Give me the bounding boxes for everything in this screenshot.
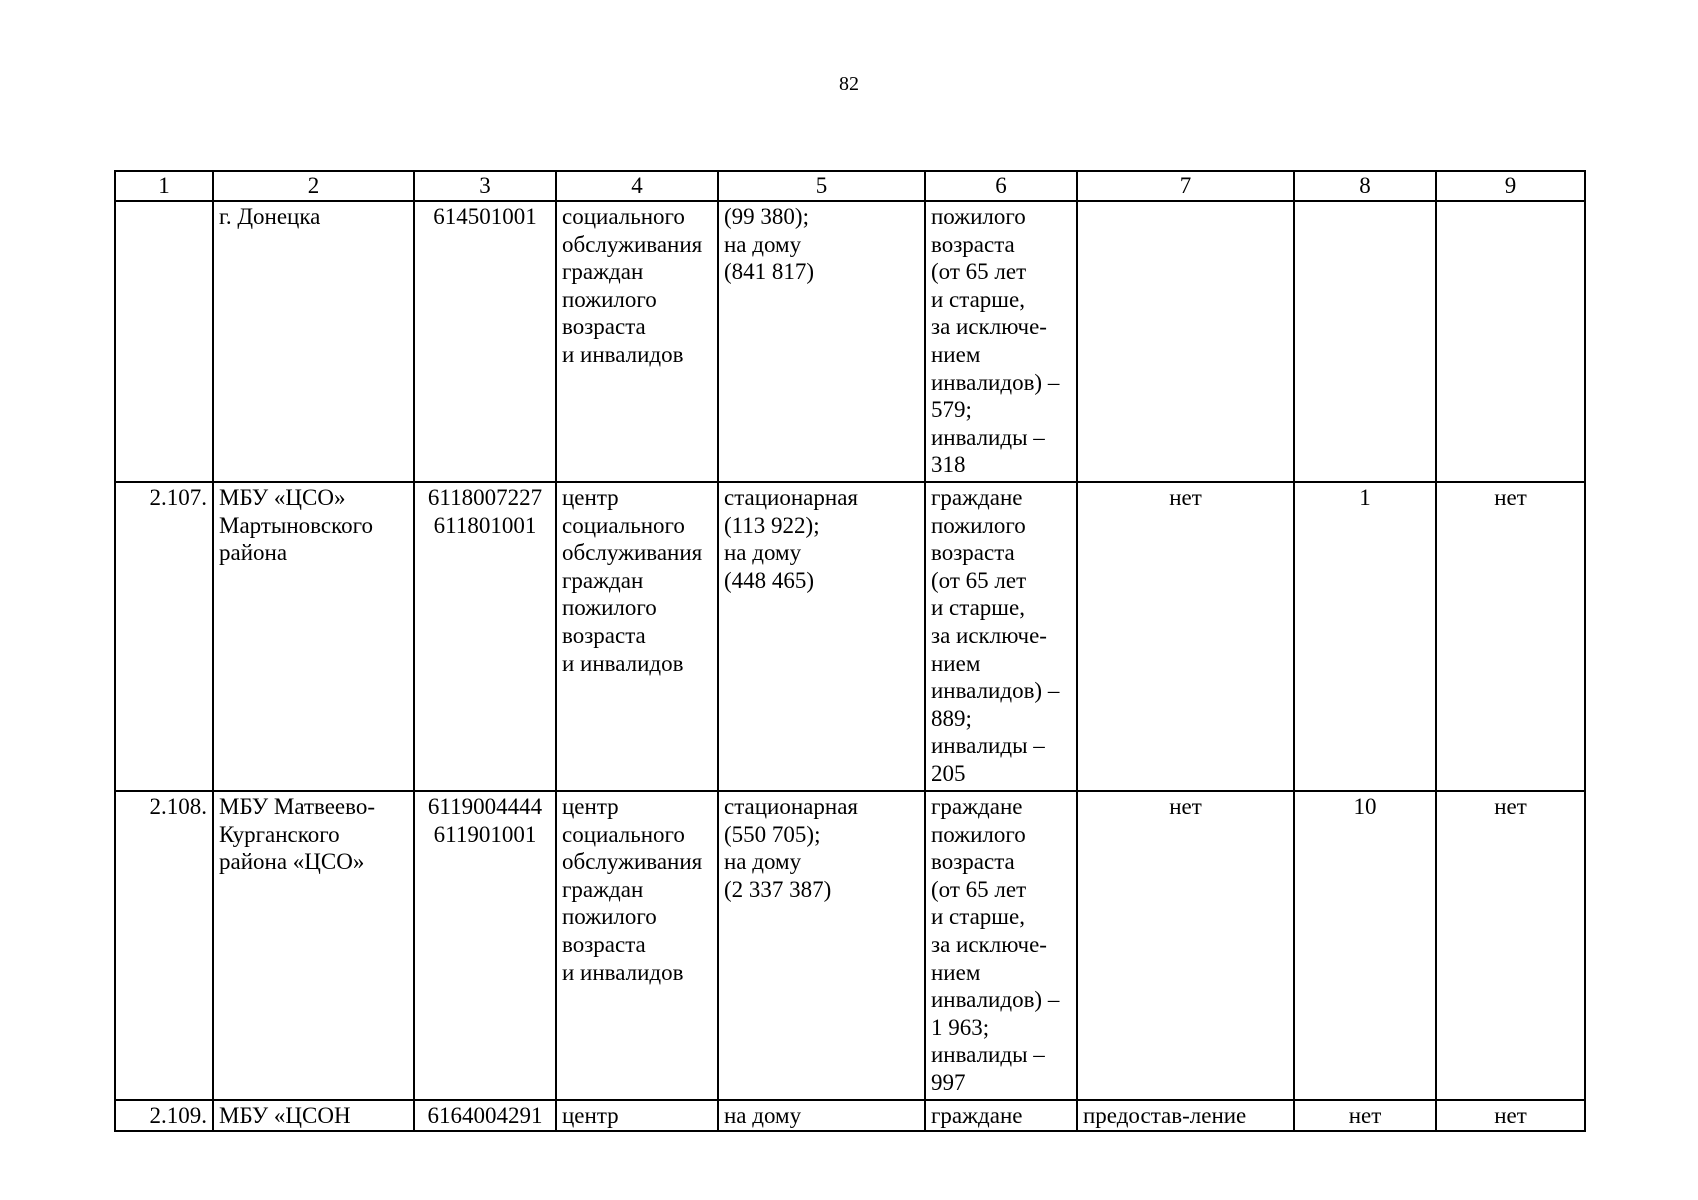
cell-text-line: граждан: [562, 567, 644, 593]
cell-text-line: нием: [931, 341, 981, 367]
cell-text-line: района «ЦСО»: [219, 849, 365, 875]
cell-text-line: граждане: [931, 1103, 1023, 1128]
cell-text-line: стационарная: [724, 794, 858, 819]
cell-text-line: инвалидов) –: [931, 678, 1060, 704]
cell-text-line: стационарная: [724, 485, 858, 510]
service-form-cell: [718, 482, 925, 791]
table-row: [115, 791, 1585, 1100]
inn-kpp-cell: [414, 482, 556, 791]
cell-text-line: 6118007227: [427, 485, 543, 510]
cell-text-line: и старше,: [931, 286, 1025, 312]
inn-kpp-cell: [414, 791, 556, 1100]
cell-text-line: 6164004291: [427, 1103, 543, 1128]
cell-text-line: района: [219, 540, 288, 566]
cell-text-line: и старше,: [931, 595, 1025, 621]
cell-text-line: МБУ «ЦСОН: [219, 1103, 351, 1128]
column-header: 8: [1294, 171, 1436, 201]
cell-text-line: 997: [931, 1069, 966, 1095]
table-body: [115, 201, 1585, 1131]
cell-text-line: инвалидов) –: [931, 987, 1060, 1013]
cell-text-line: (2 337 387): [724, 876, 832, 902]
service-form-cell: [718, 791, 925, 1100]
cell-text-line: обслуживания: [562, 231, 703, 257]
cell-text-line: нет: [1494, 794, 1527, 819]
column-7-cell: [1077, 791, 1294, 1100]
cell-text-line: инвалидов) –: [931, 369, 1060, 395]
cell-text-line: за исключе-: [931, 622, 1047, 648]
column-header: 7: [1077, 171, 1294, 201]
cell-text-line: нет: [1348, 1103, 1382, 1128]
column-8-cell: [1294, 791, 1436, 1100]
cell-text-line: социального: [562, 204, 685, 229]
cell-text-line: 614501001: [433, 204, 537, 229]
cell-text-line: и инвалидов: [562, 650, 684, 676]
row-number-cell: [115, 201, 213, 482]
cell-text-line: Мартыновского: [219, 512, 373, 538]
organization-type-cell: [556, 201, 718, 482]
inn-kpp-cell: [414, 1100, 556, 1131]
cell-text-line: центр: [562, 1103, 619, 1128]
cell-text-line: 579;: [931, 397, 972, 423]
cell-text-line: обслуживания: [562, 540, 703, 566]
cell-text-line: нет: [1169, 794, 1202, 819]
column-9-cell: [1436, 791, 1585, 1100]
cell-text-line: г. Донецка: [219, 204, 321, 229]
column-8-cell: [1294, 201, 1436, 482]
recipients-cell: [925, 791, 1077, 1100]
column-8-cell: [1294, 482, 1436, 791]
cell-text-line: нет: [1494, 485, 1527, 510]
cell-text-line: 889;: [931, 705, 972, 731]
cell-text-line: пожилого: [562, 286, 657, 312]
cell-text-line: пожилого: [931, 821, 1026, 847]
cell-text-line: пожилого: [562, 904, 657, 930]
cell-text-line: и инвалидов: [562, 959, 684, 985]
column-8-cell: [1294, 1100, 1436, 1131]
cell-text-line: 2.108.: [149, 794, 207, 819]
column-header: 2: [213, 171, 414, 201]
column-header: 9: [1436, 171, 1585, 201]
cell-text-line: (от 65 лет: [931, 259, 1027, 285]
cell-text-line: на дому: [724, 540, 802, 566]
column-7-cell: [1077, 482, 1294, 791]
cell-text-line: 6119004444: [427, 794, 543, 819]
cell-text-line: возраста: [931, 231, 1015, 257]
column-7-cell: [1077, 1100, 1294, 1131]
cell-text-line: центр: [562, 485, 619, 510]
cell-text-line: нием: [931, 650, 981, 676]
cell-text-line: 611901001: [433, 821, 537, 847]
recipients-cell: [925, 201, 1077, 482]
cell-text-line: инвалиды –: [931, 733, 1045, 759]
cell-text-line: социального: [562, 512, 685, 538]
cell-text-line: на дому: [724, 849, 802, 875]
data-table: [114, 170, 1586, 1132]
cell-text-line: пожилого: [931, 512, 1026, 538]
cell-text-line: 1: [1359, 485, 1371, 510]
cell-text-line: (99 380);: [724, 204, 809, 229]
cell-text-line: 2.107.: [149, 485, 207, 510]
cell-text-line: центр: [562, 794, 619, 819]
cell-text-line: обслуживания: [562, 849, 703, 875]
cell-text-line: возраста: [562, 622, 646, 648]
organization-type-cell: [556, 1100, 718, 1131]
cell-text-line: нет: [1169, 485, 1202, 510]
row-number-cell: [115, 791, 213, 1100]
organization-type-cell: [556, 791, 718, 1100]
cell-text-line: социального: [562, 821, 685, 847]
cell-text-line: граждане: [931, 794, 1023, 819]
cell-text-line: пожилого: [931, 204, 1026, 229]
cell-text-line: возраста: [931, 849, 1015, 875]
cell-text-line: (841 817): [724, 259, 815, 285]
cell-text-line: и инвалидов: [562, 341, 684, 367]
cell-text-line: возраста: [931, 540, 1015, 566]
cell-text-line: граждане: [931, 485, 1023, 510]
recipients-cell: [925, 1100, 1077, 1131]
cell-text-line: на дому: [724, 1103, 802, 1128]
table-row: [115, 482, 1585, 791]
cell-text-line: 2.109.: [149, 1103, 207, 1128]
organization-type-cell: [556, 482, 718, 791]
cell-text-line: инвалиды –: [931, 424, 1045, 450]
table-row: [115, 201, 1585, 482]
row-number-cell: [115, 482, 213, 791]
cell-text-line: и старше,: [931, 904, 1025, 930]
cell-text-line: предостав-ление: [1083, 1103, 1247, 1128]
cell-text-line: нет: [1494, 1103, 1527, 1128]
cell-text-line: граждан: [562, 876, 644, 902]
organization-name-cell: [213, 482, 414, 791]
cell-text-line: возраста: [562, 931, 646, 957]
cell-text-line: пожилого: [562, 595, 657, 621]
cell-text-line: 10: [1353, 794, 1377, 819]
page-number: 82: [839, 73, 859, 95]
cell-text-line: за исключе-: [931, 314, 1047, 340]
cell-text-line: 205: [931, 760, 966, 786]
column-header: 1: [115, 171, 213, 201]
column-header: 4: [556, 171, 718, 201]
organization-name-cell: [213, 791, 414, 1100]
inn-kpp-cell: [414, 201, 556, 482]
cell-text-line: за исключе-: [931, 931, 1047, 957]
column-9-cell: [1436, 482, 1585, 791]
column-9-cell: [1436, 1100, 1585, 1131]
column-header: 6: [925, 171, 1077, 201]
cell-text-line: граждан: [562, 259, 644, 285]
organization-name-cell: [213, 201, 414, 482]
cell-text-line: МБУ Матвеево-: [219, 794, 376, 819]
cell-text-line: (448 465): [724, 567, 815, 593]
cell-text-line: нием: [931, 959, 981, 985]
cell-text-line: на дому: [724, 231, 802, 257]
service-form-cell: [718, 1100, 925, 1131]
column-header: 5: [718, 171, 925, 201]
cell-text-line: МБУ «ЦСО»: [219, 485, 346, 510]
cell-text-line: (113 922);: [724, 512, 820, 538]
cell-text-line: 1 963;: [931, 1014, 990, 1040]
organization-name-cell: [213, 1100, 414, 1131]
cell-text-line: (от 65 лет: [931, 567, 1027, 593]
column-number-header-row: [115, 171, 1585, 201]
cell-text-line: (550 705);: [724, 821, 821, 847]
cell-text-line: Курганского: [219, 821, 340, 847]
cell-text-line: возраста: [562, 314, 646, 340]
column-9-cell: [1436, 201, 1585, 482]
column-header: 3: [414, 171, 556, 201]
cell-text-line: (от 65 лет: [931, 876, 1027, 902]
column-7-cell: [1077, 201, 1294, 482]
table-row: [115, 1100, 1585, 1131]
cell-text-line: 318: [931, 452, 966, 478]
recipients-cell: [925, 482, 1077, 791]
cell-text-line: инвалиды –: [931, 1042, 1045, 1068]
row-number-cell: [115, 1100, 213, 1131]
service-form-cell: [718, 201, 925, 482]
cell-text-line: 611801001: [433, 512, 537, 538]
